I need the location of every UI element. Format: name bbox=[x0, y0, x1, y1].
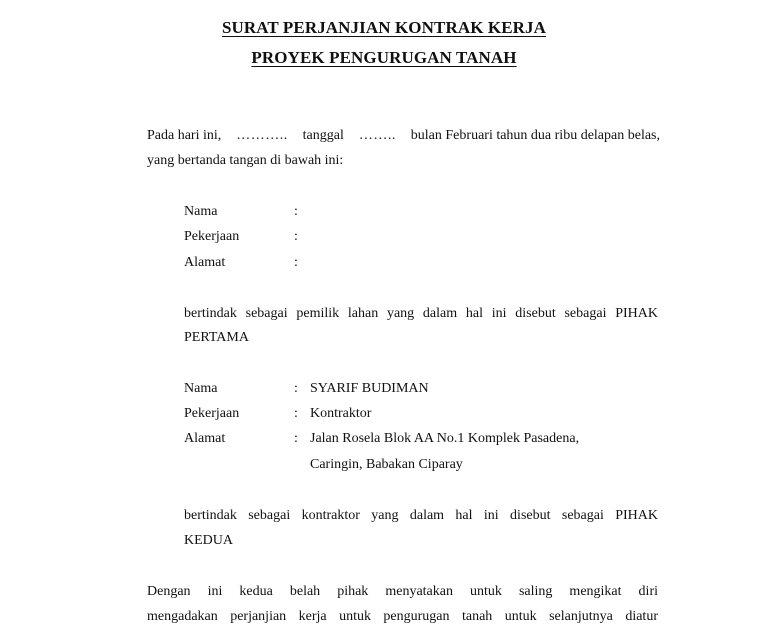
document-subtitle: PROYEK PENGURUGAN TANAH bbox=[251, 48, 517, 67]
party1-address-label: Alamat bbox=[184, 255, 226, 270]
party2-name-colon: : bbox=[294, 381, 298, 396]
date-day-blank: ……….. bbox=[236, 128, 288, 143]
opening-prefix: Pada hari ini, bbox=[147, 128, 222, 143]
party2-role-line-2: KEDUA bbox=[184, 533, 233, 548]
party1-role-line-1: bertindak sebagai pemilik lahan yang dalam hal ini disebut sebagai PIHAK bbox=[184, 306, 658, 321]
opening-line-2: yang bertanda tangan di bawah ini: bbox=[147, 153, 344, 168]
party2-address-label: Alamat bbox=[184, 431, 226, 446]
party2-address-line-2: Caringin, Babakan Ciparay bbox=[310, 457, 463, 472]
party1-address-colon: : bbox=[294, 255, 298, 270]
party2-role-line-1: bertindak sebagai kontraktor yang dalam hal ini disebut sebagai PIHAK bbox=[184, 508, 658, 523]
party2-job-label: Pekerjaan bbox=[184, 406, 240, 421]
party2-address-colon: : bbox=[294, 431, 298, 446]
party2-name-label: Nama bbox=[184, 381, 218, 396]
opening-suffix: bulan Februari tahun dua ribu delapan belas, bbox=[410, 128, 660, 143]
party1-job-label: Pekerjaan bbox=[184, 229, 240, 244]
document-title: SURAT PERJANJIAN KONTRAK KERJA bbox=[222, 18, 546, 37]
party2-job-colon: : bbox=[294, 406, 298, 421]
closing-line-2: mengadakan perjanjian kerja untuk pengurugan tanah untuk selanjutnya diatur bbox=[147, 609, 658, 624]
party2-name-value: SYARIF BUDIMAN bbox=[310, 381, 429, 396]
party1-job-colon: : bbox=[294, 229, 298, 244]
opening-tanggal: tanggal bbox=[302, 128, 344, 143]
party2-address-line-1: Jalan Rosela Blok AA No.1 Komplek Pasadena, bbox=[310, 431, 580, 446]
party1-role-line-2: PERTAMA bbox=[184, 330, 249, 345]
closing-line-1: Dengan ini kedua belah pihak menyatakan untuk saling mengikat diri bbox=[147, 584, 658, 599]
date-number-blank: …….. bbox=[358, 128, 396, 143]
party1-name-label: Nama bbox=[184, 204, 218, 219]
opening-line-1 bbox=[147, 128, 660, 144]
party1-name-colon: : bbox=[294, 204, 298, 219]
party2-job-value: Kontraktor bbox=[310, 406, 372, 421]
